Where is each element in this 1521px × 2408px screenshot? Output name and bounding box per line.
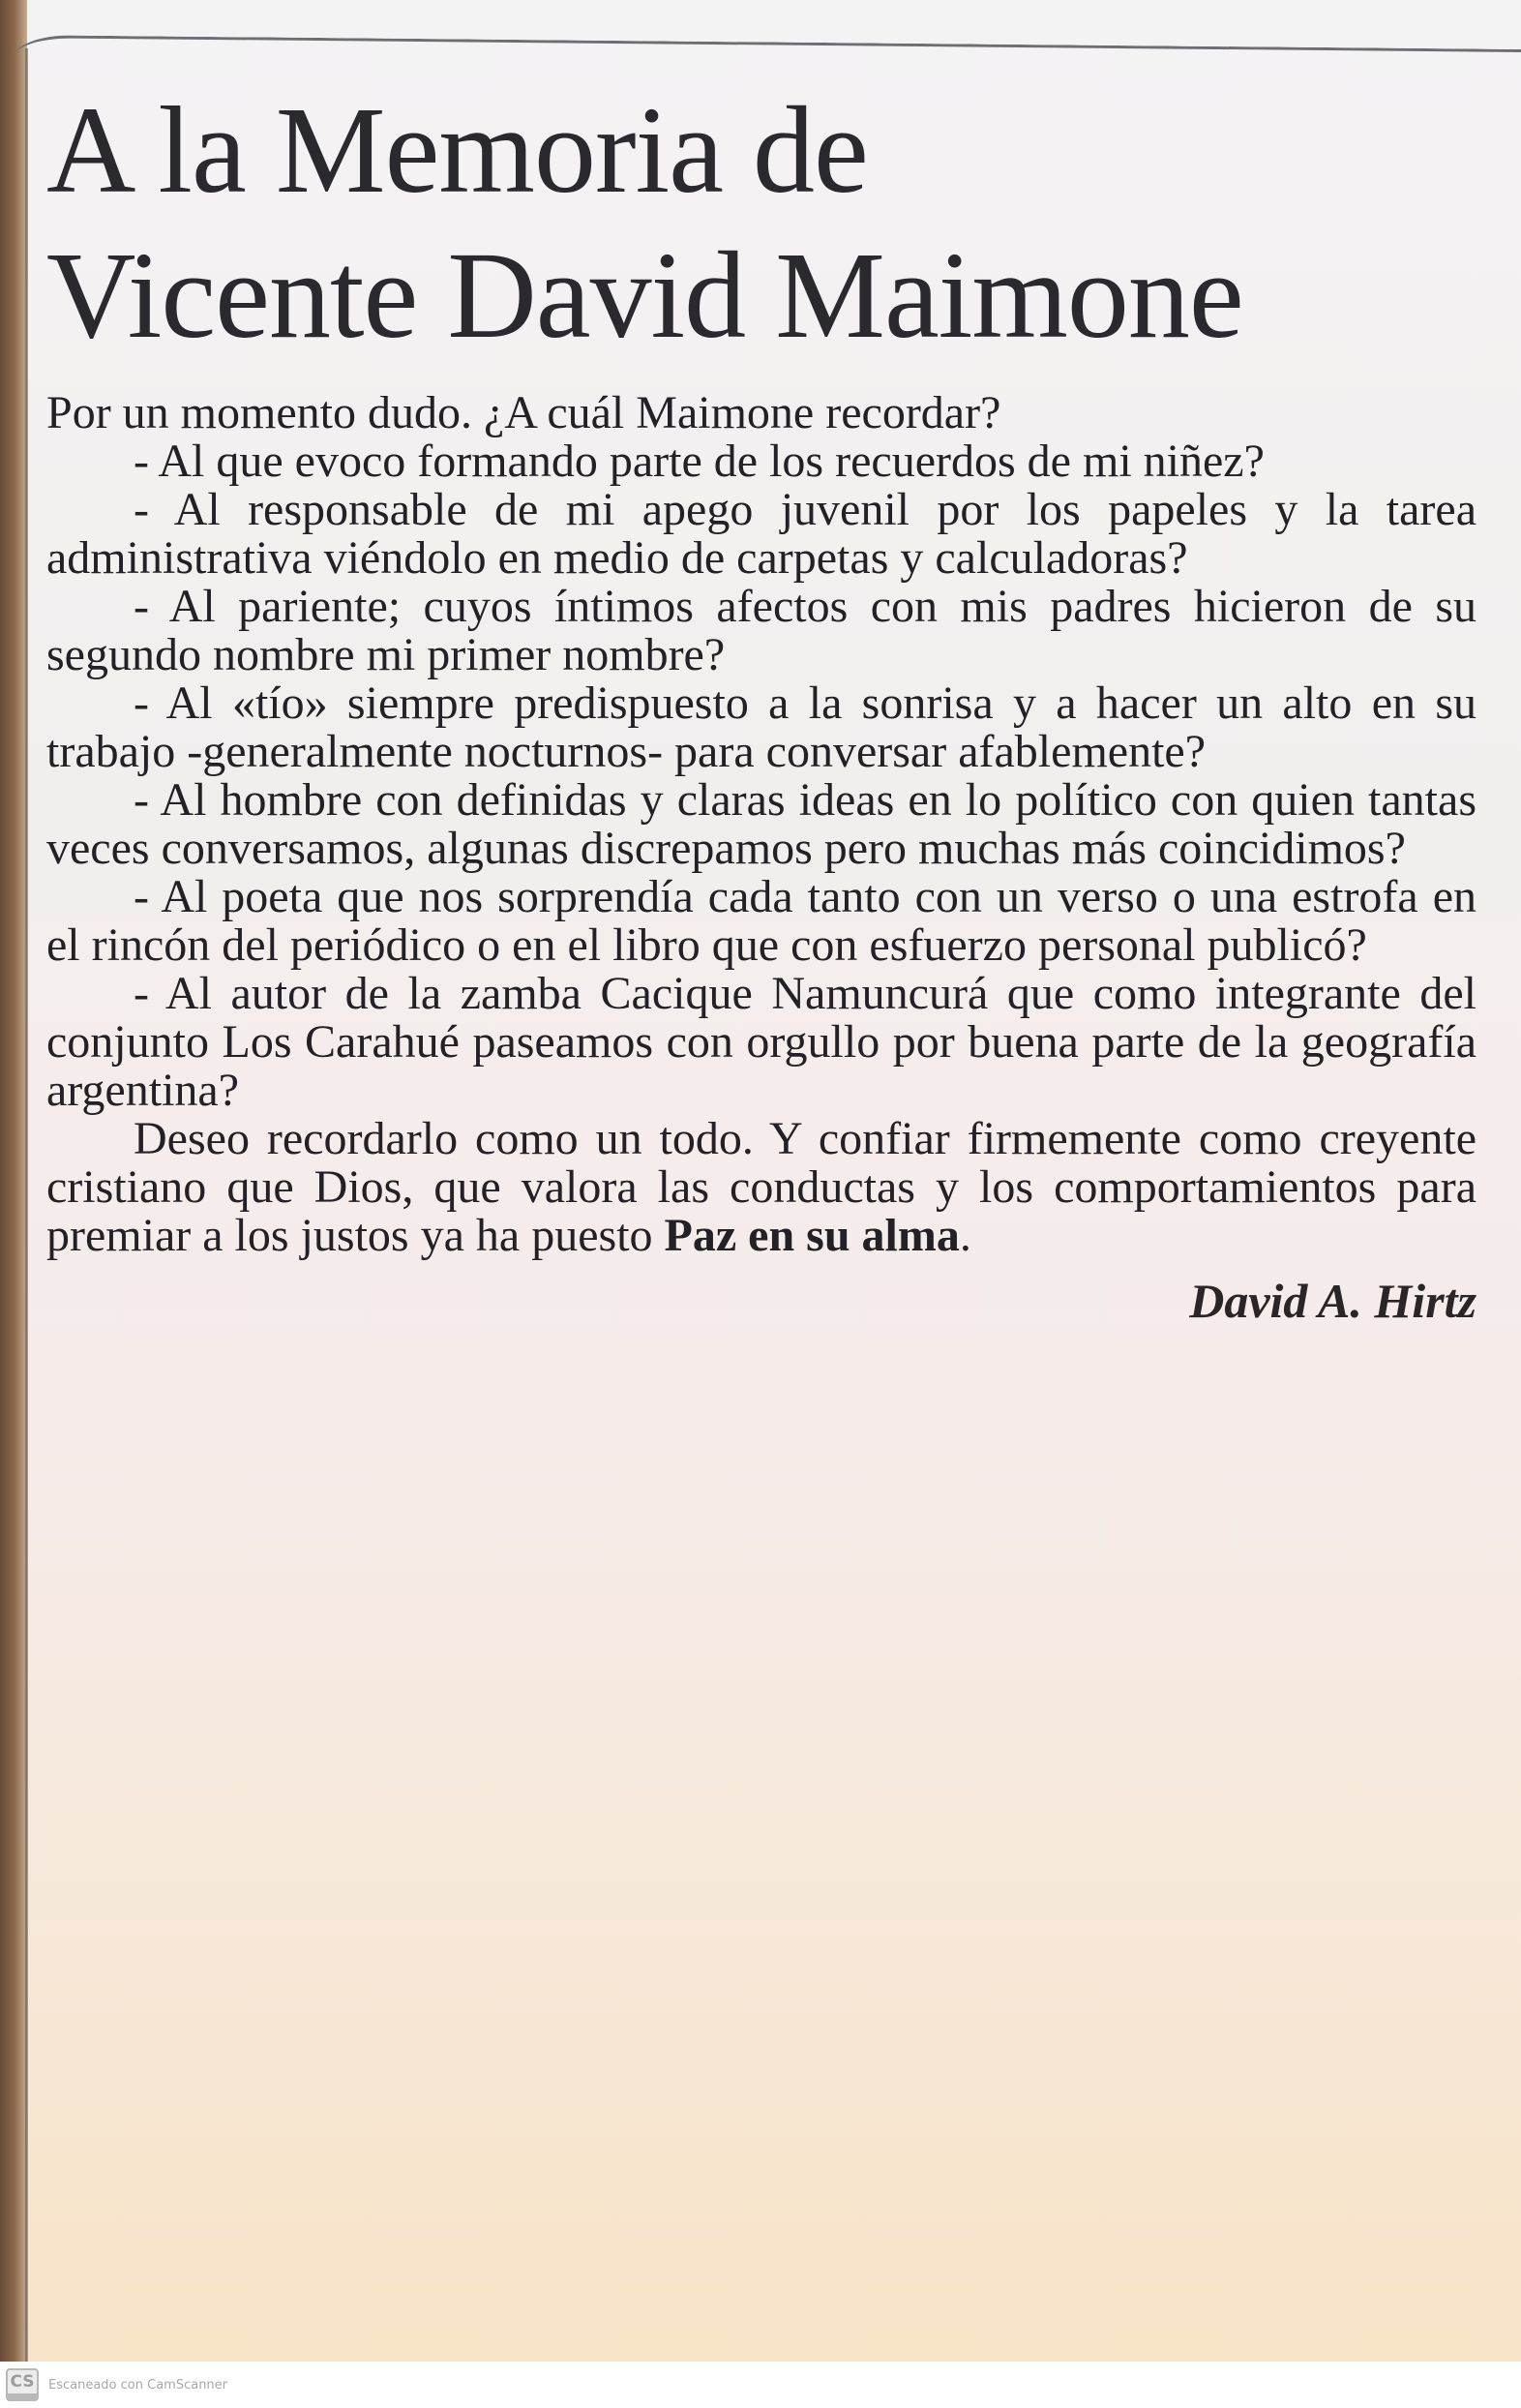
paragraph: Por un momento dudo. ¿A cuál Maimone recordar?: [46, 387, 1001, 438]
scanner-footer: [0, 2362, 1521, 2408]
scanner-watermark-label: Escaneado con CamScanner: [48, 2377, 228, 2393]
article: [46, 77, 1478, 1330]
closing-paragraph: [46, 1115, 1476, 1260]
closing-period: .: [959, 1210, 971, 1261]
paragraph: - Al «tío» siempre predispuesto a la sonrisa y a hacer un alto en su trabajo -generalmente nocturnos- para conversar afablemente?: [46, 677, 1476, 777]
title-line: A la Memoria de: [46, 81, 868, 219]
paragraph: - Al que evoco formando parte de los recuerdos de mi niñez?: [134, 436, 1265, 487]
camscanner-logo-icon: CS: [6, 2368, 39, 2401]
page-edge-line: [25, 48, 28, 2362]
article-body: [46, 389, 1476, 1330]
author-signature: David A. Hirtz: [1189, 1274, 1476, 1328]
book-spine-shadow: [0, 0, 27, 2362]
closing-bold-text: Paz en su alma: [664, 1210, 960, 1261]
paragraph: - Al pariente; cuyos íntimos afectos con mis padres hicieron de su segundo nombre mi primer nombre?: [46, 581, 1476, 680]
paragraph: - Al hombre con definidas y claras ideas en lo político con quien tantas veces conversamos, algunas discrepamos pero muchas más coincidimos?: [46, 774, 1476, 874]
paragraph: - Al responsable de mi apego juvenil por los papeles y la tarea administrativa viéndolo en medio de carpetas y calculadoras?: [46, 484, 1476, 584]
paragraph: - Al autor de la zamba Cacique Namuncurá que como integrante del conjunto Los Carahué paseamos con orgullo por buena parte de la geografía argentina?: [46, 968, 1476, 1116]
article-title: [46, 77, 1478, 368]
paragraph: - Al poeta que nos sorprendía cada tanto con un verso o una estrofa en el rincón del periódico o en el libro que con esfuerzo personal publicó?: [46, 871, 1476, 971]
title-line: Vicente David Maimone: [46, 226, 1243, 364]
top-rule-divider: [14, 35, 1521, 81]
closing-text: Deseo recordarlo como un todo. Y confiar firmemente como creyente cristiano que Dios, que valora las conductas y los comportamientos para premiar a los justos ya ha puesto: [46, 1113, 1476, 1261]
